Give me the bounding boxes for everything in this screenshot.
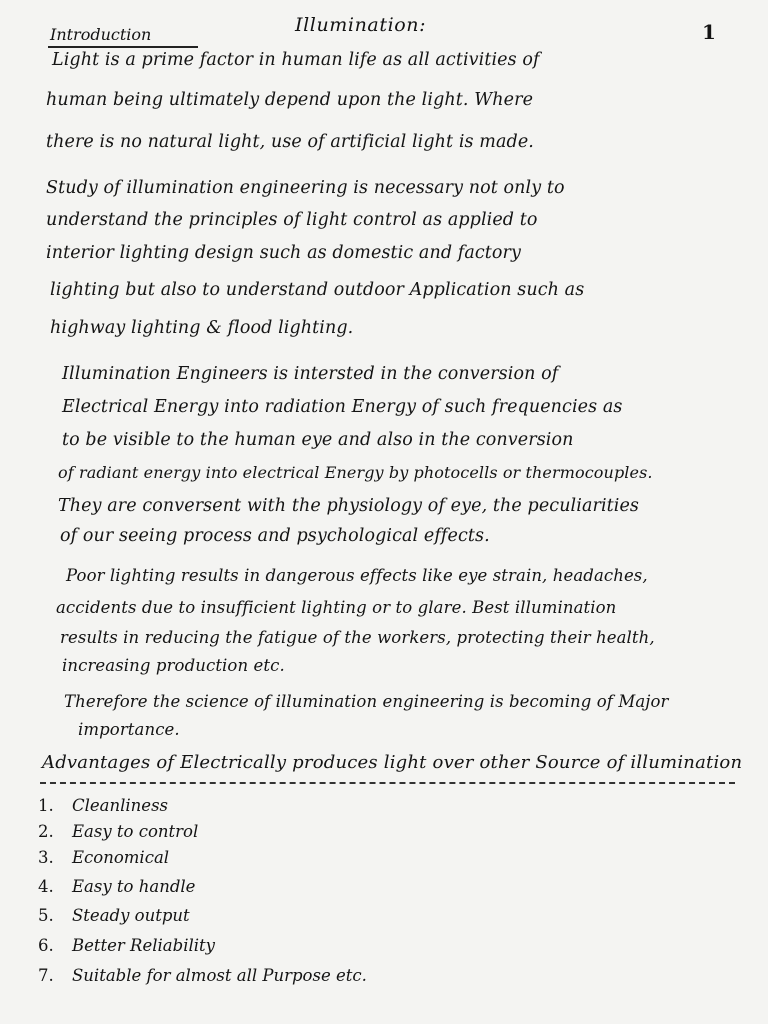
list-item-number: 4. xyxy=(38,877,54,896)
list-item-text: Easy to control xyxy=(72,822,199,841)
page-number: 1 xyxy=(702,20,716,44)
paragraph-3-line-5: They are conversent with the physiology of eye, the peculiarities xyxy=(58,496,640,516)
paragraph-2-line-4: lighting but also to understand outdoor Application such as xyxy=(50,280,585,300)
paragraph-2-line-3: interior lighting design such as domestic and factory xyxy=(46,243,522,263)
paragraph-3-line-4: of radiant energy into electrical Energy by photocells or thermocouples. xyxy=(58,463,653,482)
list-item xyxy=(38,822,198,841)
paragraph-4-line-4: increasing production etc. xyxy=(62,656,285,675)
list-item xyxy=(38,936,215,955)
list-item xyxy=(38,877,195,896)
paragraph-3-line-1: Illumination Engineers is intersted in the conversion of xyxy=(62,364,559,384)
list-item xyxy=(38,906,190,925)
list-item-number: 7. xyxy=(38,966,54,985)
heading-dashed-underline xyxy=(40,782,735,784)
paragraph-3-line-3: to be visible to the human eye and also in the conversion xyxy=(62,430,574,450)
list-item-text: Economical xyxy=(72,848,170,867)
list-item-text: Steady output xyxy=(72,906,190,925)
paragraph-3-line-6: of our seeing process and psychological effects. xyxy=(60,526,490,546)
page-title: Illumination: xyxy=(295,14,427,36)
paragraph-4-line-3: results in reducing the fatigue of the workers, protecting their health, xyxy=(60,628,655,647)
list-item-text: Cleanliness xyxy=(72,796,169,815)
paragraph-4-line-1: Poor lighting results in dangerous effects like eye strain, headaches, xyxy=(66,566,648,585)
list-item-text: Better Reliability xyxy=(72,936,215,955)
paragraph-2-line-2: understand the principles of light control as applied to xyxy=(46,210,538,230)
list-item-number: 1. xyxy=(38,796,54,815)
list-item-number: 2. xyxy=(38,822,54,841)
list-item xyxy=(38,848,169,867)
section-label: Introduction xyxy=(50,25,152,44)
paragraph-4-line-2: accidents due to insufficient lighting or to glare. Best illumination xyxy=(56,598,617,617)
paragraph-5-line-1: Therefore the science of illumination engineering is becoming of Major xyxy=(64,692,669,711)
paragraph-1-line-1: Light is a prime factor in human life as all activities of xyxy=(52,50,540,70)
paragraph-5-line-2: importance. xyxy=(78,720,180,739)
list-item xyxy=(38,796,168,815)
list-item-number: 3. xyxy=(38,848,54,867)
list-item-number: 5. xyxy=(38,906,54,925)
list-item xyxy=(38,966,367,985)
paragraph-3-line-2: Electrical Energy into radiation Energy of such frequencies as xyxy=(62,397,623,417)
paragraph-2-line-1: Study of illumination engineering is necessary not only to xyxy=(46,178,565,198)
paragraph-1-line-3: there is no natural light, use of artificial light is made. xyxy=(46,132,534,152)
list-item-text: Easy to handle xyxy=(72,877,196,896)
section-label-underline xyxy=(48,46,198,48)
list-item-number: 6. xyxy=(38,936,54,955)
advantages-heading: Advantages of Electrically produces light over other Source of illumination xyxy=(42,752,743,773)
paragraph-1-line-2: human being ultimately depend upon the light. Where xyxy=(46,90,534,110)
paragraph-2-line-5: highway lighting & flood lighting. xyxy=(50,318,354,338)
list-item-text: Suitable for almost all Purpose etc. xyxy=(72,966,367,985)
